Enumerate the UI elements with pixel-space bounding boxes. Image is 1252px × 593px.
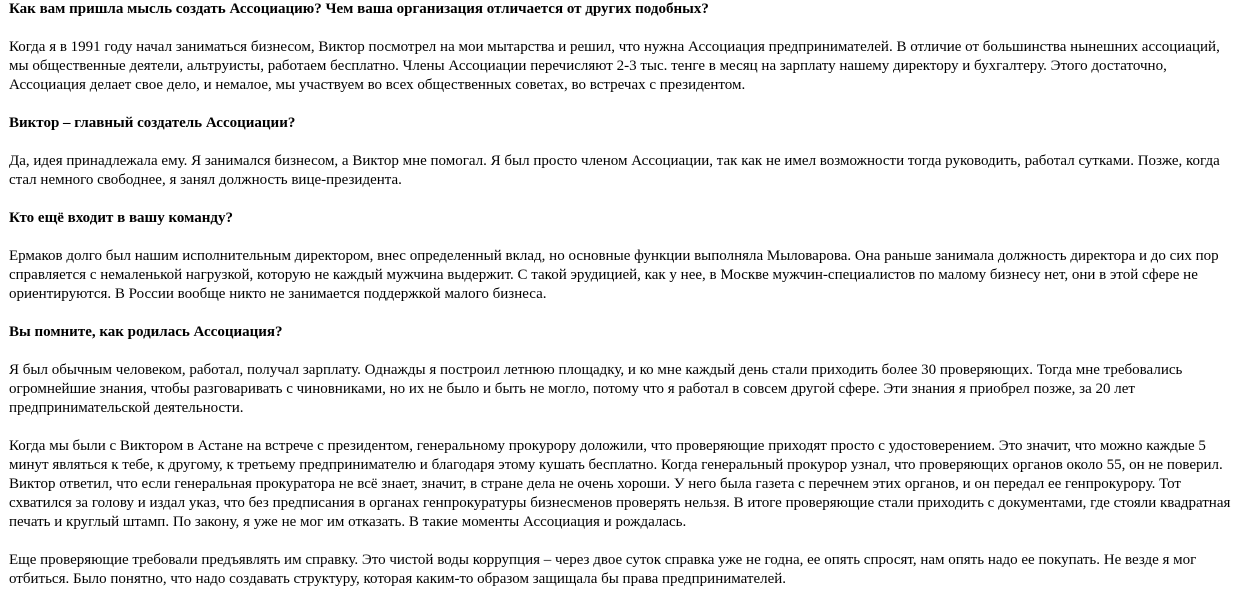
answer-paragraph: Да, идея принадлежала ему. Я занимался бизнесом, а Виктор мне помогал. Я был просто членом Ассоциации, так как не имел возможности тогда руководить, работал сутками. Позже, когда стал немного свободнее, я занял должность вице-президента. [9,153,1220,188]
question-heading: Виктор – главный создатель Ассоциации? [9,115,296,131]
answer-paragraph: Еще проверяющие требовали предъявлять им справку. Это чистой воды коррупция – через двое суток справка уже не годна, ее опять спросят, нам опять надо ее покупать. Не везде я мог отбиться. Было понятно, что надо создавать структуру, которая каким-то образом защищала бы права предпринимателей. [9,552,1197,587]
answer-paragraph: Я был обычным человеком, работал, получал зарплату. Однажды я построил летнюю площадку, и ко мне каждый день стали приходить более 30 проверяющих. Тогда мне требовались огромнейшие знания, чтобы разговаривать с чиновниками, но их не было и быть не могло, потому что я работал в совсем другой сфере. Эти знания я приобрел позже, за 20 лет предпринимательской деятельности. [9,362,1183,416]
answer-paragraph: Ермаков долго был нашим исполнительным директором, внес определенный вклад, но основные функции выполняла Мыловарова. Она раньше занимала должность директора и до сих пор справляется с немаленькой нагрузкой, которую не каждый мужчина выдержит. С такой эрудицией, как у нее, в Москве мужчин-специалистов по малому бизнесу нет, они в этой сфере не ориентируются. В России вообще никто не занимается поддержкой малого бизнеса. [9,248,1219,302]
question-heading: Как вам пришла мысль создать Ассоциацию? Чем ваша организация отличается от других подобных? [9,1,709,17]
question-heading: Вы помните, как родилась Ассоциация? [9,324,283,340]
answer-paragraph: Когда я в 1991 году начал заниматься бизнесом, Виктор посмотрел на мои мытарства и решил, что нужна Ассоциация предпринимателей. В отличие от большинства нынешних ассоциаций, мы общественные деятели, альтруисты, работаем бесплатно. Члены Ассоциации перечисляют 2-3 тыс. тенге в месяц на зарплату нашему директору и бухгалтеру. Этого достаточно, Ассоциация делает свое дело, и немалое, мы участвуем во всех общественных советах, во встречах с президентом. [9,39,1220,93]
answer-paragraph: Когда мы были с Виктором в Астане на встрече с президентом, генеральному прокурору доложили, что проверяющие приходят просто с удостоверением. Это значит, что можно каждые 5 минут являться к тебе, к другому, к третьему предпринимателю и благодаря этому кушать бесплатно. Когда генеральный прокурор узнал, что проверяющих органов около 55, он не поверил. Виктор ответил, что если генеральная прокуратора не всё знает, значит, в стране дела не очень хороши. У него была газета с перечнем этих органов, и он передал ее генпрокурору. Тот схватился за голову и издал указ, что без предписания в органах генпрокуратуры бизнесменов проверять нельзя. В итоге проверяющие стали приходить с документами, где стояли квадратная печать и круглый штамп. По закону, я уже не мог им отказать. В такие моменты Ассоциация и рождалась. [9,438,1231,530]
question-heading: Кто ещё входит в вашу команду? [9,210,233,226]
